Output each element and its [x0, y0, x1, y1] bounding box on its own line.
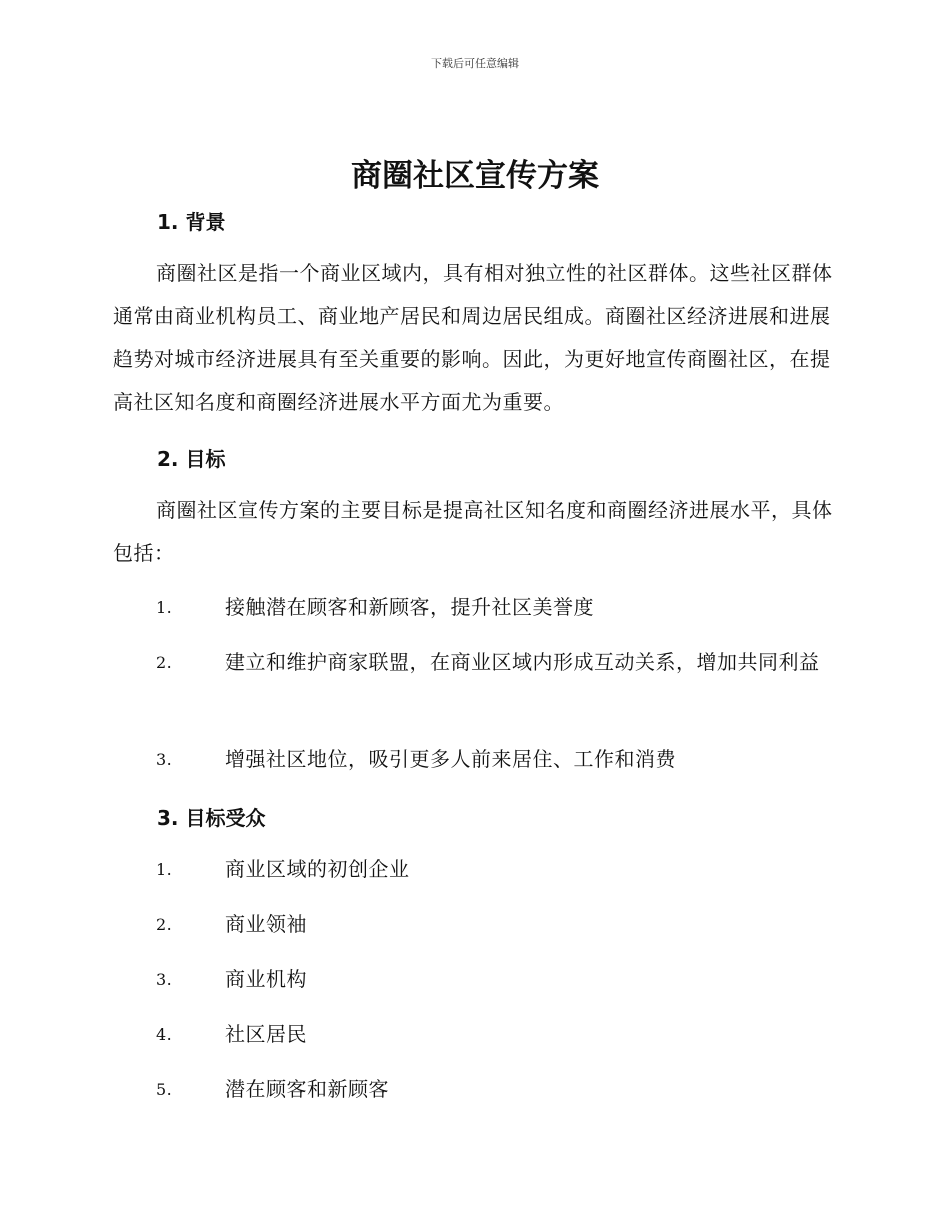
background-paragraph: 商圈社区是指一个商业区域内，具有相对独立性的社区群体。这些社区群体通常由商业机构员工、商业地产居民和周边居民组成。商圈社区经济进展和进展趋势对城市经济进展具有至关重要的影响。因此，为更好地宣传商圈社区，在提高社区知名度和商圈经济进展水平方面尤为重要。: [113, 261, 833, 414]
goals-paragraph: 商圈社区宣传方案的主要目标是提高社区知名度和商圈经济进展水平，具体包括：: [113, 498, 833, 565]
list-text: 社区居民: [225, 1022, 307, 1046]
header-note: 下载后可任意编辑: [431, 57, 519, 70]
goal-item: [113, 738, 833, 781]
list-number: 5.: [156, 1080, 173, 1099]
audience-item: [113, 958, 833, 1001]
audience-item: [113, 848, 833, 891]
section-heading-goals: 2. 目标: [157, 447, 226, 471]
list-number: 1.: [156, 860, 173, 879]
audience-item: [113, 1068, 833, 1111]
list-number: 3.: [156, 750, 173, 769]
goal-item: [113, 586, 833, 629]
audience-item: [113, 1013, 833, 1056]
list-text: 建立和维护商家联盟，在商业区域内形成互动关系，增加共同利益: [225, 650, 820, 674]
goal-item: [113, 641, 833, 684]
audience-item: [113, 903, 833, 946]
list-number: 1.: [156, 598, 173, 617]
list-text: 接触潜在顾客和新顾客，提升社区美誉度: [225, 595, 594, 619]
list-text: 商业机构: [225, 967, 307, 991]
list-number: 4.: [156, 1025, 173, 1044]
section-heading-background: 1. 背景: [157, 210, 226, 234]
list-number: 2.: [156, 915, 173, 934]
list-text: 增强社区地位，吸引更多人前来居住、工作和消费: [225, 747, 676, 771]
list-text: 商业领袖: [225, 912, 307, 936]
list-number: 2.: [156, 653, 173, 672]
list-number: 3.: [156, 970, 173, 989]
list-text: 潜在顾客和新顾客: [225, 1077, 389, 1101]
document-title: 商圈社区宣传方案: [351, 158, 599, 194]
section-heading-audience: 3. 目标受众: [157, 806, 266, 830]
list-text: 商业区域的初创企业: [225, 857, 410, 881]
